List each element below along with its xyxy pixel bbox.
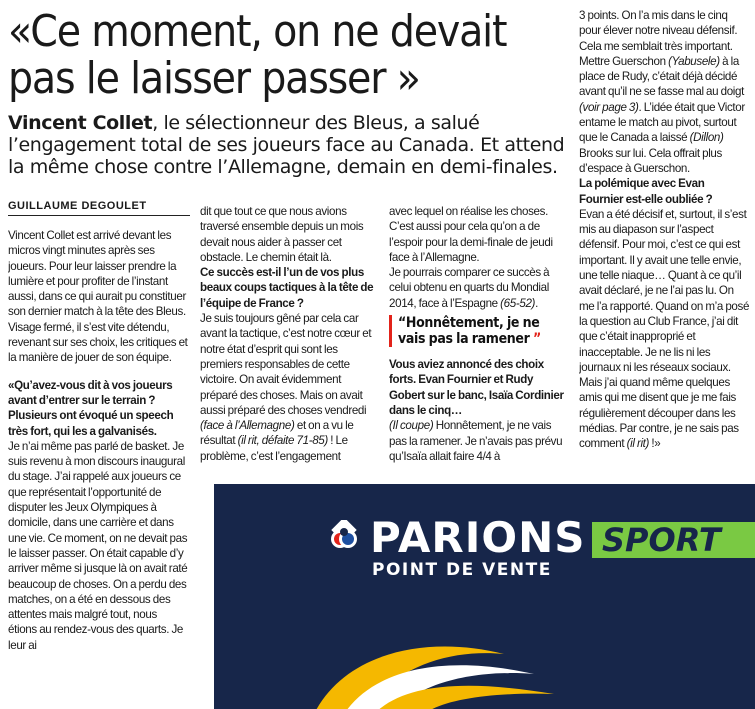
a3c-text-1: 3 points. On l’a mis dans le cinq pour élever notre niveau défensif. Cela me semblait très important. Mettre Guerschon [579,9,738,68]
title-line-1: «Ce moment, on ne devait [8,6,507,57]
standfirst-text: , le sélectionneur des Bleus, a salué l’engagement total de ses joueurs face au Canada. Et attend la même chose contre l’Allemagne, demain en demi-finales. [8,112,565,178]
answer-2-continued: avec lequel on réalise les choses. C’est aussi pour cela qu’on a de l’espoir pour la demi-finale de jeudi face à l’Allemagne. [389,205,553,264]
quote-mark-icon: ” [533,331,541,348]
a3c-text-3: . L’idée était que Victor entame le match au pivot, surtout que le Canada a laissé [579,100,745,145]
ad-brand-sport: SPORT [592,522,755,558]
answer-4-end: !» [649,437,661,451]
a3c-text-2: à la place de Rudy, c’était déjà décidé avant qu’il ne se fasse mal au doigt [579,54,745,99]
comparison-score: (65-52) [500,296,536,310]
a3c-aside-3: (Dillon) [689,131,724,145]
article-title [8,8,568,102]
pull-quote-text: “Honnêtement, je ne vais pas la ramener [398,315,540,348]
answer-4-text: Evan a été décisif et, surtout, il s’est mis au diapason sur l’aspect défensif. Pour moi, c’est ce qui est important. Il y avait une telle envie, une telle niaque… Quant à ce qu’il avait déclaré, je ne l’ai pas lu. On me l’a rapporté. Quand on m’a posé la question au Club France, j’ai dit que c’était inapproprié et inacceptable. Je ne lis ni les journaux ni les réseaux sociaux. Mais j’ai quand même quelques amis qui me disent que je me fais régulièrement découper dans les médias. Par contre, je ne sais pas comment [579,207,750,451]
text-column-1 [8,228,188,708]
answer-3-continued [579,8,751,176]
answer-4-aside: (il rit) [626,437,650,451]
answer-2-comparison [389,265,567,311]
comparison-text: Je pourrais comparer ce succès à celui obtenu en quarts du Mondial 2014, face à l’Espagne [389,266,550,310]
text-column-3 [389,204,567,474]
question-4: La polémique avec Evan Fournier est-elle oubliée ? [579,177,713,206]
a3c-aside-2: (voir page 3) [579,100,639,114]
answer-2-text: Je suis toujours gêné par cela car avant la tactique, c’est notre cœur et notre état d’esprit qui sont les premiers responsables de cette victoire. On avait évidemment préparé des choses. Mais on avait aussi préparé des choses vendredi [200,312,372,417]
answer-3-aside: (Il coupe) [389,419,434,433]
answer-1-continued: dit que tout ce que nous avions traversé ensemble depuis un mois devait nous aider à passer cet obstacle. Le chemin était là. [200,205,364,264]
answer-1: Je n’ai même pas parlé de basket. Je suis revenu à mon discours inaugural du stage. J’ai rappelé aux joueurs ce que représentait l’opportunité de disputer les Jeux Olympiques à domicile, dans une carrière et dans une vie. Ce moment, on ne devait pas le laisser passer. On était capable d’y arriver même si jusque là on avait raté beaucoup de choses. On a perdu des matches, on a été en dessous des attentes mais malgré tout, nous étions au rendez-vous des quarts. Je leur ai [8,439,188,652]
ad-brand: PARIONS [370,513,586,562]
answer-3-text: Honnêtement, je ne vais pas la ramener. Je n’avais pas prévu qu’Isaïa allait faire 4/4 à [389,419,563,463]
intro-paragraph: Vincent Collet est arrivé devant les micros vingt minutes après ses joueurs. Pour leur laisser prendre la lumière et pour profiter de l’instant aussi, dans ce qui aurait pu constituer son dernier match à la tête des Bleus. Visage fermé, il s’est vite détendu, revenant sur ses choix, les critiques et la manière de jouer de son équipe. [8,229,188,365]
text-column-2 [200,204,375,474]
question-3: Vous aviez annoncé des choix forts. Evan Fournier et Rudy Gobert sur le banc, Isaïa Cordinier dans le cinq… [389,358,564,417]
author-byline: GUILLAUME DEGOULET [8,200,190,216]
question-1: «Qu’avez-vous dit à vos joueurs avant d’entrer sur le terrain ? Plusieurs ont évoqué un speech très fort, qui les a galvanisés. [8,378,174,438]
parions-logo-icon [326,520,362,556]
ad-flare-graphic [304,624,564,709]
answer-3 [389,418,567,464]
ad-subtitle: POINT DE VENTE [372,560,552,580]
text-column-4 [579,8,751,478]
comparison-end: . [535,296,538,310]
answer-2 [200,311,375,464]
a3c-aside-1: (Yabusele) [668,54,720,68]
answer-4 [579,207,751,452]
answer-2-text-2: et on a vu le résultat [200,419,354,448]
answer-2-text-3: ! Le problème, c’est l’engagement [200,434,348,463]
advertisement[interactable] [214,484,755,709]
question-2: Ce succès est-il l’un de vos plus beaux coups tactiques à la tête de l’équipe de France ? [200,266,374,310]
pull-quote [389,315,567,347]
answer-2-aside: (face à l’Allemagne) [200,419,295,433]
a3c-text-4: Brooks sur lui. Cela offrait plus d’espace à Guerschon. [579,146,722,175]
answer-2-aside-2: (il rit, défaite 71-85) [237,434,328,448]
standfirst-name: Vincent Collet [8,112,153,134]
article-standfirst [8,112,574,178]
title-line-2: pas le laisser passer » [8,53,420,104]
